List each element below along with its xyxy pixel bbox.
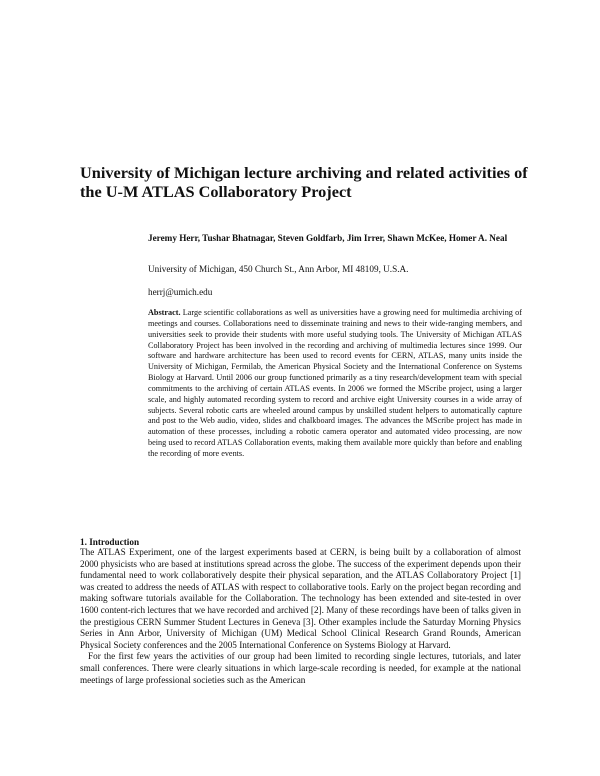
author-list: Jeremy Herr, Tushar Bhatnagar, Steven Goldfarb, Jim Irrer, Shawn McKee, Homer A. Neal bbox=[148, 233, 508, 243]
paragraph: The ATLAS Experiment, one of the largest experiments based at CERN, is being built by a collaboration of almost 2000 physicists who are based at institutions spread across the globe. The success of the experiment depends upon their fundamental need to work collaboratively despite their physical separation, and the ATLAS Collaboratory Project [1] was created to address the needs of ATLAS with respect to collaborative tools. Early on the project began recording and making software tutorials available for the Collaboration. The technology has been extended and site-tested in over 1600 content-rich lectures that we have recorded and archived [2]. Many of these recordings have been of talks given in the prestigious CERN Summer Student Lectures in Geneva [3]. Other examples include the Saturday Morning Physics Series in Ann Arbor, University of Michigan (UM) Medical School Clinical Research Grand Rounds, American Physical Society conferences and the 2005 International Conference on Systems Biology at Harvard. bbox=[80, 547, 521, 650]
abstract bbox=[148, 308, 522, 460]
paper-title: University of Michigan lecture archiving and related activities of the U-M ATLAS Collaboratory Project bbox=[80, 163, 528, 201]
abstract-label: Abstract. bbox=[148, 308, 181, 317]
section-heading-introduction: 1. Introduction bbox=[80, 537, 140, 547]
affiliation: University of Michigan, 450 Church St., Ann Arbor, MI 48109, U.S.A. bbox=[148, 264, 409, 274]
abstract-text: Large scientific collaborations as well as universities have a growing need for multimedia archiving of meetings and courses. Collaborations need to disseminate training and news to their wide-ranging members, and universities seek to provide their students with more useful studying tools. The University of Michigan ATLAS Collaboratory Project has been involved in the recording and archiving of multimedia lectures since 1999. Our software and hardware architecture has been used to record events for CERN, ATLAS, many units inside the University of Michigan, Fermilab, the American Physical Society and the International Conference on Systems Biology at Harvard. Until 2006 our group functioned primarily as a tiny research/development team with special commitments to the archiving of certain ATLAS events. In 2006 we formed the MScribe project, using a larger scale, and highly automated recording system to record and archive eight University courses in a wide array of subjects. Several robotic carts are wheeled around campus by unskilled student helpers to automatically capture and post to the Web audio, video, slides and chalkboard images. The advances the MScribe project has made in automation of these processes, including a robotic camera operator and automated video processing, are now being used to record ATLAS Collaboration events, making them available more quickly than before and enabling the recording of more events. bbox=[148, 308, 522, 458]
paragraph: For the first few years the activities of our group had been limited to recording single lectures, tutorials, and later small conferences. There were clearly situations in which large-scale recording is needed, for example at the national meetings of large professional societies such as the American bbox=[80, 651, 521, 685]
contact-email: herrj@umich.edu bbox=[148, 287, 213, 297]
introduction-body bbox=[80, 547, 521, 686]
